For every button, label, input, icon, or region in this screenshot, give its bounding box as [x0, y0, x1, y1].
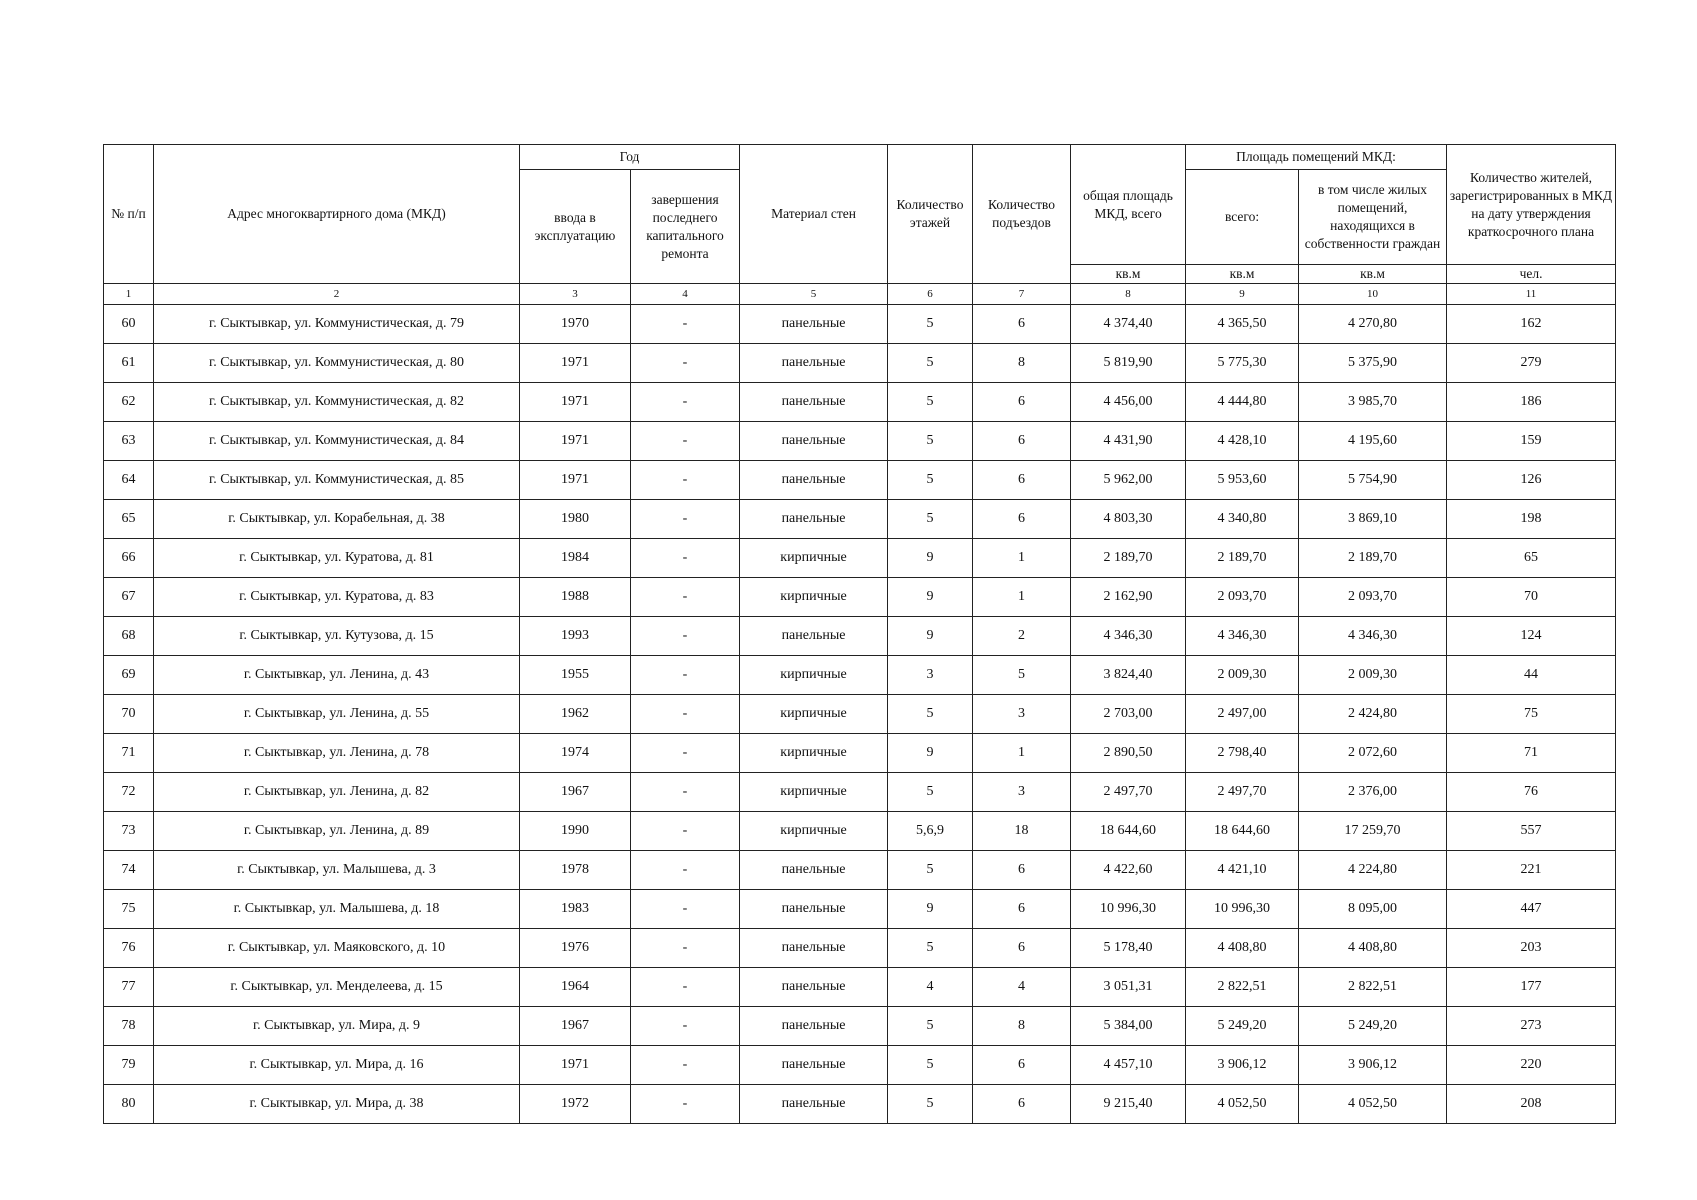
cell-year-commission: 1980 [520, 500, 631, 539]
cell-residents: 159 [1447, 422, 1616, 461]
cell-total-area: 4 803,30 [1071, 500, 1186, 539]
cell-residents: 70 [1447, 578, 1616, 617]
cell-floors: 5 [888, 305, 973, 344]
cell-entrances: 4 [973, 968, 1071, 1007]
header-material: Материал стен [740, 145, 888, 284]
column-numbers-row [104, 284, 1616, 305]
cell-material: панельные [740, 422, 888, 461]
cell-premises-residential: 4 052,50 [1299, 1085, 1447, 1124]
cell-total-area: 4 422,60 [1071, 851, 1186, 890]
table-row [104, 695, 1616, 734]
cell-total-area: 2 703,00 [1071, 695, 1186, 734]
cell-year-repair: - [631, 695, 740, 734]
cell-year-commission: 1988 [520, 578, 631, 617]
cell-year-commission: 1990 [520, 812, 631, 851]
cell-residents: 557 [1447, 812, 1616, 851]
cell-address: г. Сыктывкар, ул. Коммунистическая, д. 82 [154, 383, 520, 422]
header-num: № п/п [104, 145, 154, 284]
cell-premises-total: 5 775,30 [1186, 344, 1299, 383]
cell-address: г. Сыктывкар, ул. Коммунистическая, д. 84 [154, 422, 520, 461]
cell-year-commission: 1964 [520, 968, 631, 1007]
unit-premises-total: кв.м [1186, 265, 1299, 284]
cell-premises-residential: 2 376,00 [1299, 773, 1447, 812]
cell-material: панельные [740, 929, 888, 968]
cell-premises-total: 5 249,20 [1186, 1007, 1299, 1046]
cell-total-area: 2 162,90 [1071, 578, 1186, 617]
table-row [104, 734, 1616, 773]
cell-total-area: 5 819,90 [1071, 344, 1186, 383]
cell-row-number: 70 [104, 695, 154, 734]
cell-address: г. Сыктывкар, ул. Малышева, д. 18 [154, 890, 520, 929]
cell-entrances: 6 [973, 422, 1071, 461]
cell-total-area: 2 497,70 [1071, 773, 1186, 812]
cell-material: кирпичные [740, 734, 888, 773]
cell-address: г. Сыктывкар, ул. Куратова, д. 81 [154, 539, 520, 578]
cell-row-number: 71 [104, 734, 154, 773]
cell-address: г. Сыктывкар, ул. Коммунистическая, д. 85 [154, 461, 520, 500]
cell-total-area: 4 346,30 [1071, 617, 1186, 656]
cell-total-area: 10 996,30 [1071, 890, 1186, 929]
cell-floors: 5 [888, 851, 973, 890]
cell-year-repair: - [631, 1007, 740, 1046]
cell-floors: 5 [888, 695, 973, 734]
column-number: 2 [154, 284, 520, 305]
cell-premises-residential: 5 375,90 [1299, 344, 1447, 383]
cell-premises-residential: 3 869,10 [1299, 500, 1447, 539]
cell-row-number: 62 [104, 383, 154, 422]
cell-premises-total: 10 996,30 [1186, 890, 1299, 929]
cell-address: г. Сыктывкар, ул. Мира, д. 16 [154, 1046, 520, 1085]
cell-entrances: 1 [973, 539, 1071, 578]
cell-floors: 5 [888, 929, 973, 968]
cell-premises-residential: 3 985,70 [1299, 383, 1447, 422]
cell-material: панельные [740, 851, 888, 890]
cell-row-number: 76 [104, 929, 154, 968]
table-row [104, 461, 1616, 500]
cell-material: панельные [740, 1085, 888, 1124]
cell-residents: 71 [1447, 734, 1616, 773]
table-row [104, 344, 1616, 383]
table-row [104, 812, 1616, 851]
cell-total-area: 4 431,90 [1071, 422, 1186, 461]
header-year-group: Год [520, 145, 740, 170]
header-floors: Количество этажей [888, 145, 973, 284]
table-row [104, 1085, 1616, 1124]
cell-floors: 5 [888, 1085, 973, 1124]
cell-floors: 5 [888, 422, 973, 461]
cell-address: г. Сыктывкар, ул. Ленина, д. 55 [154, 695, 520, 734]
cell-row-number: 75 [104, 890, 154, 929]
header-year-repair: завершения последнего капитального ремонта [631, 170, 740, 284]
cell-floors: 5 [888, 500, 973, 539]
cell-year-repair: - [631, 578, 740, 617]
cell-year-repair: - [631, 344, 740, 383]
cell-address: г. Сыктывкар, ул. Коммунистическая, д. 80 [154, 344, 520, 383]
cell-entrances: 3 [973, 695, 1071, 734]
table-row [104, 1007, 1616, 1046]
header-premises-total: всего: [1186, 170, 1299, 265]
cell-entrances: 6 [973, 1046, 1071, 1085]
cell-residents: 198 [1447, 500, 1616, 539]
table-row [104, 305, 1616, 344]
cell-residents: 220 [1447, 1046, 1616, 1085]
cell-residents: 75 [1447, 695, 1616, 734]
cell-entrances: 6 [973, 890, 1071, 929]
housing-table [103, 144, 1616, 1124]
column-number: 5 [740, 284, 888, 305]
cell-year-commission: 1974 [520, 734, 631, 773]
cell-address: г. Сыктывкар, ул. Мира, д. 9 [154, 1007, 520, 1046]
cell-residents: 124 [1447, 617, 1616, 656]
cell-total-area: 2 189,70 [1071, 539, 1186, 578]
cell-year-commission: 1983 [520, 890, 631, 929]
cell-total-area: 2 890,50 [1071, 734, 1186, 773]
cell-material: панельные [740, 344, 888, 383]
cell-floors: 5 [888, 1046, 973, 1085]
cell-premises-total: 2 497,70 [1186, 773, 1299, 812]
column-number: 6 [888, 284, 973, 305]
cell-address: г. Сыктывкар, ул. Малышева, д. 3 [154, 851, 520, 890]
cell-premises-residential: 5 249,20 [1299, 1007, 1447, 1046]
cell-premises-residential: 2 009,30 [1299, 656, 1447, 695]
cell-entrances: 3 [973, 773, 1071, 812]
cell-row-number: 68 [104, 617, 154, 656]
table-row [104, 968, 1616, 1007]
header-residents: Количество жителей, зарегистрированных в МКД на дату утверждения краткосрочного плана [1447, 145, 1616, 265]
cell-floors: 5 [888, 1007, 973, 1046]
cell-premises-total: 4 408,80 [1186, 929, 1299, 968]
cell-premises-total: 3 906,12 [1186, 1046, 1299, 1085]
cell-residents: 44 [1447, 656, 1616, 695]
cell-premises-residential: 4 270,80 [1299, 305, 1447, 344]
cell-floors: 5 [888, 344, 973, 383]
cell-row-number: 69 [104, 656, 154, 695]
cell-address: г. Сыктывкар, ул. Корабельная, д. 38 [154, 500, 520, 539]
cell-premises-total: 18 644,60 [1186, 812, 1299, 851]
column-number: 7 [973, 284, 1071, 305]
cell-premises-residential: 4 224,80 [1299, 851, 1447, 890]
cell-year-repair: - [631, 1046, 740, 1085]
column-number: 11 [1447, 284, 1616, 305]
cell-year-repair: - [631, 734, 740, 773]
cell-year-commission: 1967 [520, 773, 631, 812]
header-year-commission: ввода в эксплуатацию [520, 170, 631, 284]
cell-material: панельные [740, 1046, 888, 1085]
cell-premises-total: 4 340,80 [1186, 500, 1299, 539]
cell-year-repair: - [631, 929, 740, 968]
cell-total-area: 4 457,10 [1071, 1046, 1186, 1085]
cell-year-repair: - [631, 500, 740, 539]
header-entrances: Количество подъездов [973, 145, 1071, 284]
cell-premises-residential: 4 408,80 [1299, 929, 1447, 968]
cell-material: панельные [740, 890, 888, 929]
cell-residents: 208 [1447, 1085, 1616, 1124]
cell-floors: 5 [888, 773, 973, 812]
cell-material: кирпичные [740, 773, 888, 812]
cell-residents: 273 [1447, 1007, 1616, 1046]
cell-premises-residential: 2 424,80 [1299, 695, 1447, 734]
cell-premises-total: 2 497,00 [1186, 695, 1299, 734]
header-premises-residential: в том числе жилых помещений, находящихся в собственности граждан [1299, 170, 1447, 265]
cell-premises-residential: 5 754,90 [1299, 461, 1447, 500]
column-number: 9 [1186, 284, 1299, 305]
cell-material: кирпичные [740, 539, 888, 578]
cell-premises-total: 4 052,50 [1186, 1085, 1299, 1124]
cell-floors: 4 [888, 968, 973, 1007]
cell-year-repair: - [631, 539, 740, 578]
cell-entrances: 8 [973, 1007, 1071, 1046]
cell-year-commission: 1984 [520, 539, 631, 578]
cell-entrances: 6 [973, 461, 1071, 500]
cell-row-number: 60 [104, 305, 154, 344]
cell-premises-residential: 2 822,51 [1299, 968, 1447, 1007]
cell-floors: 9 [888, 578, 973, 617]
header-address: Адрес многоквартирного дома (МКД) [154, 145, 520, 284]
cell-row-number: 61 [104, 344, 154, 383]
cell-residents: 203 [1447, 929, 1616, 968]
cell-entrances: 1 [973, 578, 1071, 617]
cell-address: г. Сыктывкар, ул. Коммунистическая, д. 79 [154, 305, 520, 344]
cell-total-area: 5 962,00 [1071, 461, 1186, 500]
cell-material: панельные [740, 383, 888, 422]
header-total-area: общая площадь МКД, всего [1071, 145, 1186, 265]
cell-year-commission: 1971 [520, 422, 631, 461]
cell-address: г. Сыктывкар, ул. Ленина, д. 89 [154, 812, 520, 851]
cell-year-repair: - [631, 383, 740, 422]
cell-premises-total: 2 189,70 [1186, 539, 1299, 578]
cell-year-commission: 1955 [520, 656, 631, 695]
table-body [104, 305, 1616, 1124]
cell-premises-total: 4 444,80 [1186, 383, 1299, 422]
cell-entrances: 18 [973, 812, 1071, 851]
cell-premises-residential: 2 093,70 [1299, 578, 1447, 617]
cell-total-area: 9 215,40 [1071, 1085, 1186, 1124]
cell-entrances: 6 [973, 500, 1071, 539]
cell-residents: 162 [1447, 305, 1616, 344]
cell-material: кирпичные [740, 812, 888, 851]
cell-row-number: 79 [104, 1046, 154, 1085]
cell-year-repair: - [631, 422, 740, 461]
column-number: 1 [104, 284, 154, 305]
cell-address: г. Сыктывкар, ул. Мира, д. 38 [154, 1085, 520, 1124]
table-row [104, 617, 1616, 656]
cell-floors: 9 [888, 617, 973, 656]
cell-row-number: 65 [104, 500, 154, 539]
cell-premises-residential: 2 189,70 [1299, 539, 1447, 578]
unit-total-area: кв.м [1071, 265, 1186, 284]
cell-floors: 5 [888, 383, 973, 422]
cell-floors: 5,6,9 [888, 812, 973, 851]
cell-premises-total: 4 365,50 [1186, 305, 1299, 344]
cell-entrances: 6 [973, 851, 1071, 890]
cell-row-number: 80 [104, 1085, 154, 1124]
cell-year-repair: - [631, 968, 740, 1007]
cell-year-commission: 1978 [520, 851, 631, 890]
cell-total-area: 5 178,40 [1071, 929, 1186, 968]
cell-entrances: 6 [973, 305, 1071, 344]
cell-floors: 5 [888, 461, 973, 500]
cell-year-commission: 1993 [520, 617, 631, 656]
cell-residents: 279 [1447, 344, 1616, 383]
unit-residents: чел. [1447, 265, 1616, 284]
cell-year-repair: - [631, 890, 740, 929]
cell-floors: 3 [888, 656, 973, 695]
cell-entrances: 8 [973, 344, 1071, 383]
cell-year-repair: - [631, 773, 740, 812]
cell-residents: 126 [1447, 461, 1616, 500]
cell-address: г. Сыктывкар, ул. Менделеева, д. 15 [154, 968, 520, 1007]
cell-premises-total: 4 428,10 [1186, 422, 1299, 461]
cell-year-commission: 1971 [520, 383, 631, 422]
cell-entrances: 6 [973, 1085, 1071, 1124]
cell-year-repair: - [631, 461, 740, 500]
column-number: 10 [1299, 284, 1447, 305]
cell-year-commission: 1970 [520, 305, 631, 344]
column-number: 8 [1071, 284, 1186, 305]
cell-address: г. Сыктывкар, ул. Куратова, д. 83 [154, 578, 520, 617]
cell-material: кирпичные [740, 656, 888, 695]
cell-year-commission: 1967 [520, 1007, 631, 1046]
cell-row-number: 67 [104, 578, 154, 617]
cell-premises-total: 2 798,40 [1186, 734, 1299, 773]
cell-address: г. Сыктывкар, ул. Кутузова, д. 15 [154, 617, 520, 656]
cell-material: панельные [740, 305, 888, 344]
cell-residents: 65 [1447, 539, 1616, 578]
table-row [104, 539, 1616, 578]
header-premises-group: Площадь помещений МКД: [1186, 145, 1447, 170]
cell-address: г. Сыктывкар, ул. Ленина, д. 43 [154, 656, 520, 695]
cell-year-commission: 1972 [520, 1085, 631, 1124]
cell-total-area: 3 824,40 [1071, 656, 1186, 695]
cell-material: панельные [740, 500, 888, 539]
table-row [104, 578, 1616, 617]
table-row [104, 929, 1616, 968]
cell-year-repair: - [631, 851, 740, 890]
table-row [104, 500, 1616, 539]
cell-total-area: 18 644,60 [1071, 812, 1186, 851]
cell-premises-total: 2 093,70 [1186, 578, 1299, 617]
cell-year-repair: - [631, 656, 740, 695]
column-number: 4 [631, 284, 740, 305]
cell-material: кирпичные [740, 695, 888, 734]
table-row [104, 890, 1616, 929]
cell-address: г. Сыктывкар, ул. Ленина, д. 78 [154, 734, 520, 773]
cell-year-commission: 1962 [520, 695, 631, 734]
cell-premises-total: 2 822,51 [1186, 968, 1299, 1007]
cell-year-repair: - [631, 305, 740, 344]
cell-total-area: 3 051,31 [1071, 968, 1186, 1007]
cell-premises-residential: 3 906,12 [1299, 1046, 1447, 1085]
cell-year-repair: - [631, 812, 740, 851]
cell-residents: 447 [1447, 890, 1616, 929]
unit-premises-residential: кв.м [1299, 265, 1447, 284]
cell-material: панельные [740, 968, 888, 1007]
table-row [104, 422, 1616, 461]
cell-year-commission: 1971 [520, 461, 631, 500]
cell-row-number: 72 [104, 773, 154, 812]
cell-floors: 9 [888, 539, 973, 578]
cell-entrances: 2 [973, 617, 1071, 656]
cell-year-commission: 1971 [520, 344, 631, 383]
cell-premises-residential: 17 259,70 [1299, 812, 1447, 851]
cell-row-number: 77 [104, 968, 154, 1007]
cell-address: г. Сыктывкар, ул. Ленина, д. 82 [154, 773, 520, 812]
cell-residents: 76 [1447, 773, 1616, 812]
cell-row-number: 63 [104, 422, 154, 461]
cell-row-number: 74 [104, 851, 154, 890]
cell-residents: 221 [1447, 851, 1616, 890]
cell-row-number: 66 [104, 539, 154, 578]
cell-total-area: 4 374,40 [1071, 305, 1186, 344]
cell-row-number: 64 [104, 461, 154, 500]
table-row [104, 851, 1616, 890]
cell-year-repair: - [631, 1085, 740, 1124]
cell-total-area: 4 456,00 [1071, 383, 1186, 422]
cell-material: панельные [740, 461, 888, 500]
cell-entrances: 6 [973, 929, 1071, 968]
cell-premises-residential: 8 095,00 [1299, 890, 1447, 929]
cell-year-commission: 1971 [520, 1046, 631, 1085]
cell-premises-total: 5 953,60 [1186, 461, 1299, 500]
cell-premises-residential: 4 346,30 [1299, 617, 1447, 656]
table-row [104, 656, 1616, 695]
cell-premises-residential: 2 072,60 [1299, 734, 1447, 773]
cell-entrances: 1 [973, 734, 1071, 773]
cell-material: панельные [740, 1007, 888, 1046]
table-row [104, 383, 1616, 422]
cell-premises-total: 2 009,30 [1186, 656, 1299, 695]
cell-premises-total: 4 421,10 [1186, 851, 1299, 890]
cell-residents: 177 [1447, 968, 1616, 1007]
cell-material: кирпичные [740, 578, 888, 617]
cell-material: панельные [740, 617, 888, 656]
table-row [104, 1046, 1616, 1085]
cell-residents: 186 [1447, 383, 1616, 422]
cell-entrances: 5 [973, 656, 1071, 695]
column-number: 3 [520, 284, 631, 305]
cell-premises-total: 4 346,30 [1186, 617, 1299, 656]
table-row [104, 773, 1616, 812]
cell-year-repair: - [631, 617, 740, 656]
cell-year-commission: 1976 [520, 929, 631, 968]
cell-row-number: 78 [104, 1007, 154, 1046]
cell-row-number: 73 [104, 812, 154, 851]
cell-entrances: 6 [973, 383, 1071, 422]
cell-floors: 9 [888, 734, 973, 773]
cell-total-area: 5 384,00 [1071, 1007, 1186, 1046]
cell-floors: 9 [888, 890, 973, 929]
cell-premises-residential: 4 195,60 [1299, 422, 1447, 461]
cell-address: г. Сыктывкар, ул. Маяковского, д. 10 [154, 929, 520, 968]
